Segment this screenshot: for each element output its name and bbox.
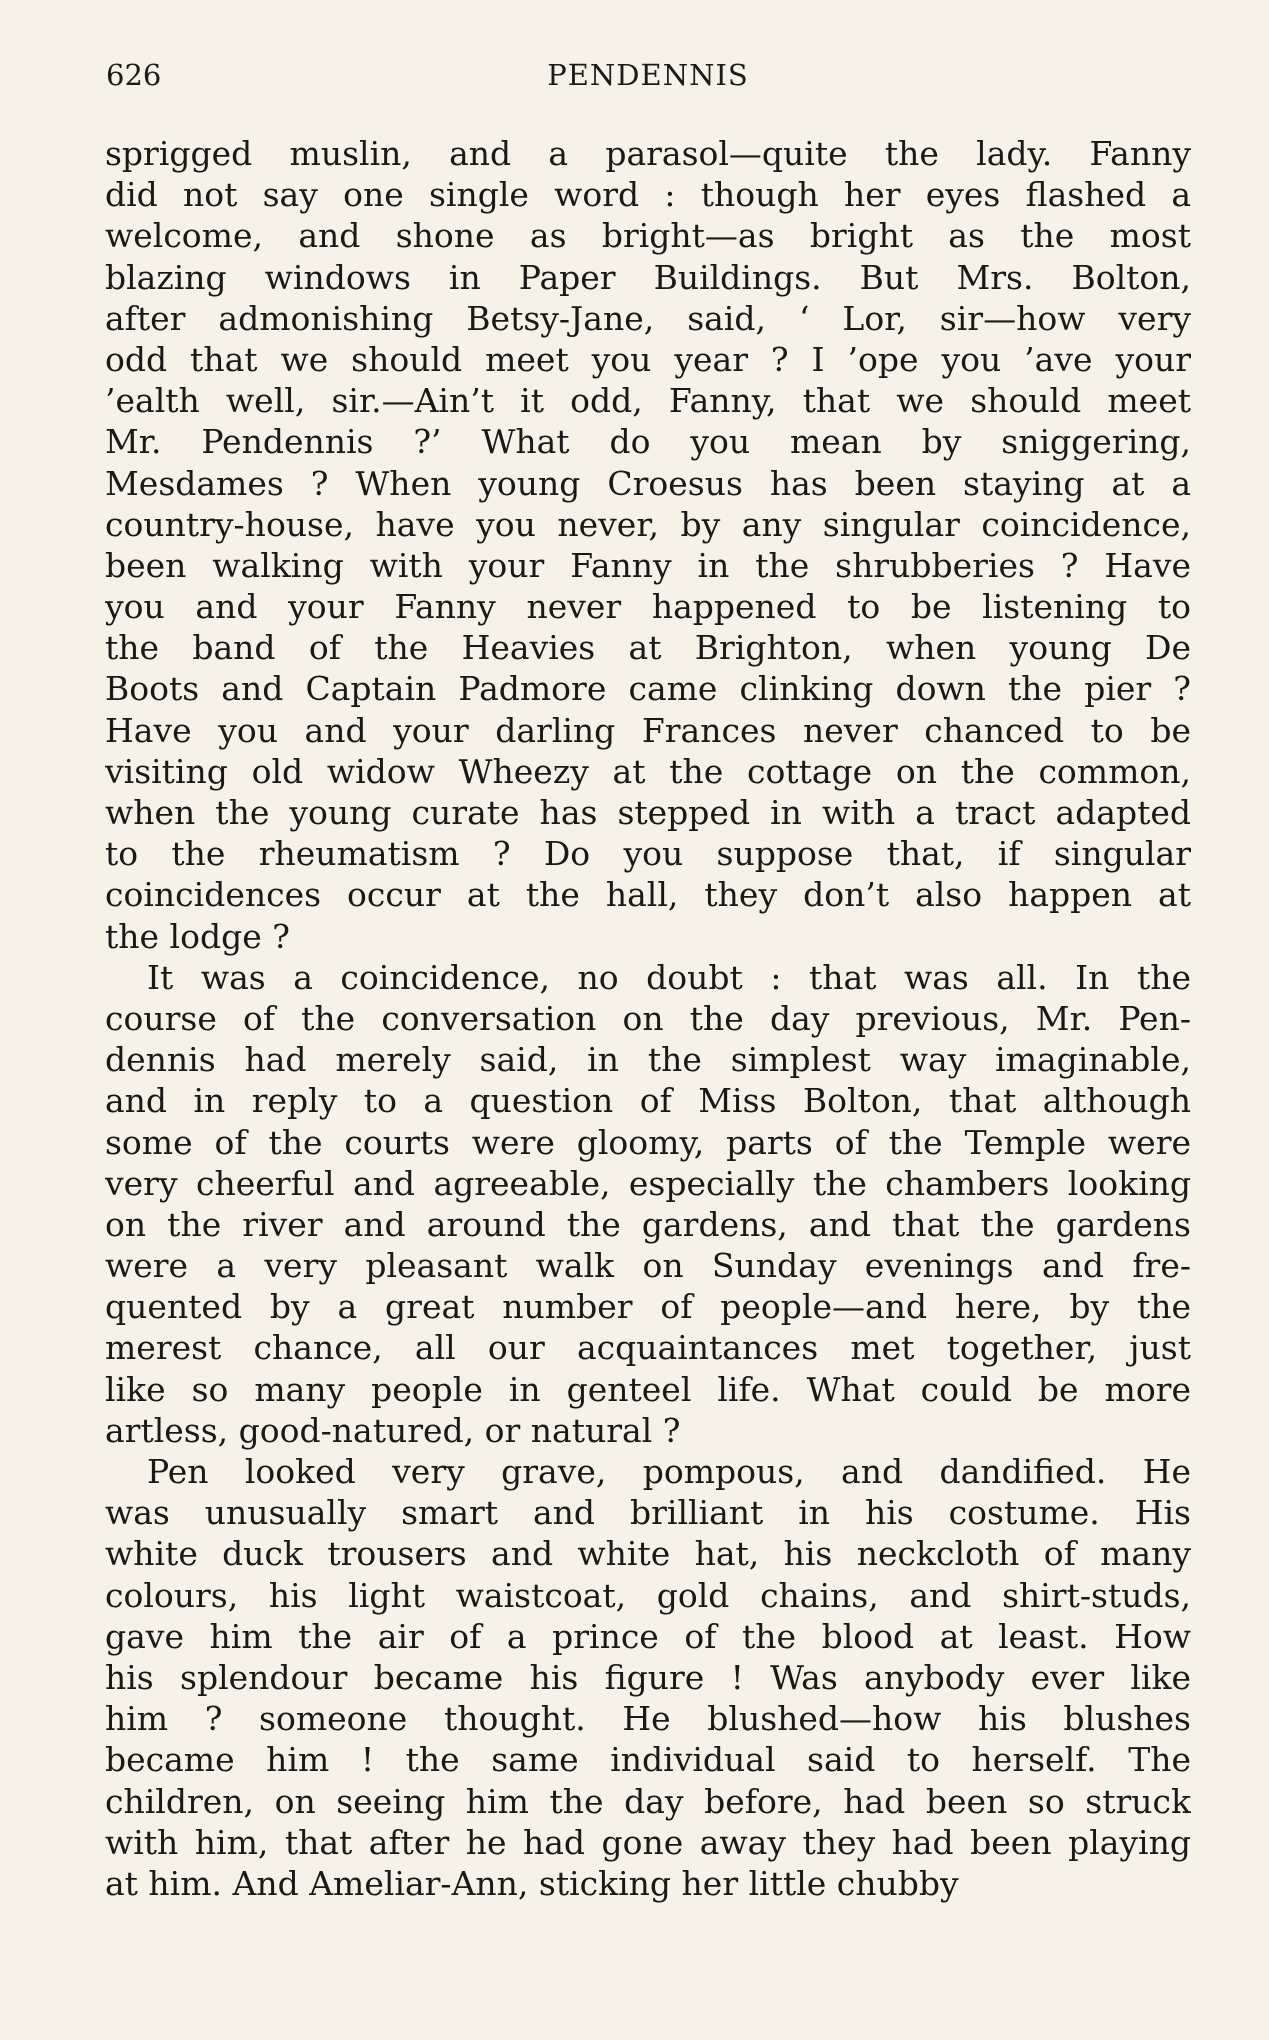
text-line: on the river and around the gardens, and that the gardens	[105, 1204, 1191, 1244]
text-line: colours, his light waistcoat, gold chains, and shirt-studs,	[105, 1575, 1191, 1615]
text-line: blazing windows in Paper Buildings. But Mrs. Bolton,	[105, 257, 1191, 297]
text-line: been walking with your Fanny in the shrubberies ? Have	[105, 545, 1191, 585]
text-line: children, on seeing him the day before, had been so struck	[105, 1781, 1191, 1821]
text-line: country-house, have you never, by any singular coincidence,	[105, 504, 1191, 544]
text-line: and in reply to a question of Miss Bolton, that although	[105, 1081, 1191, 1121]
running-title: PENDENNIS	[547, 58, 749, 92]
text-line: you and your Fanny never happened to be listening to	[105, 587, 1191, 627]
text-line: coincidences occur at the hall, they don’t also happen at	[105, 875, 1191, 915]
text-line: ’ealth well, sir.—Ain’t it odd, Fanny, that we should meet	[105, 381, 1191, 421]
text-line: visiting old widow Wheezy at the cottage on the common,	[105, 751, 1191, 791]
text-line: to the rheumatism ? Do you suppose that, if singular	[105, 834, 1191, 874]
page-number: 626	[106, 58, 162, 92]
text-line: Mr. Pendennis ?’ What do you mean by sniggering,	[105, 422, 1191, 462]
paragraph	[105, 133, 1191, 957]
text-line: with him, that after he had gone away they had been playing	[105, 1822, 1191, 1862]
text-line: him ? someone thought. He blushed—how his blushes	[105, 1699, 1191, 1739]
text-line: quented by a great number of people—and here, by the	[105, 1287, 1191, 1327]
paragraph	[105, 1451, 1191, 1904]
text-line: after admonishing Betsy-Jane, said, ‘ Lor, sir—how very	[105, 298, 1191, 338]
text-line: dennis had merely said, in the simplest way imaginable,	[105, 1040, 1191, 1080]
text-line: was unusually smart and brilliant in his costume. His	[105, 1493, 1191, 1533]
text-line: odd that we should meet you year ? I ’ope you ’ave your	[105, 339, 1191, 379]
text-line: sprigged muslin, and a parasol—quite the lady. Fanny	[105, 134, 1191, 173]
text-line: Have you and your darling Frances never chanced to be	[105, 710, 1191, 750]
text-line: at him. And Ameliar-Ann, sticking her little chubby	[105, 1863, 959, 1903]
text-line: very cheerful and agreeable, especially the chambers looking	[105, 1163, 1191, 1203]
text-line: were a very pleasant walk on Sunday evenings and fre-	[105, 1246, 1191, 1286]
text-line: did not say one single word : though her eyes flashed a	[105, 175, 1191, 215]
text-line: Boots and Captain Padmore came clinking down the pier ?	[105, 669, 1191, 709]
paragraph	[105, 957, 1191, 1451]
text-line: course of the conversation on the day previous, Mr. Pen-	[105, 998, 1191, 1038]
text-line: some of the courts were gloomy, parts of the Temple were	[105, 1122, 1191, 1162]
text-line: artless, good-natured, or natural ?	[105, 1410, 681, 1450]
text-line: the band of the Heavies at Brighton, when young De	[105, 628, 1191, 668]
text-line: It was a coincidence, no doubt : that was all. In the	[147, 957, 1191, 997]
text-line: his splendour became his figure ! Was anybody ever like	[105, 1657, 1191, 1697]
text-line: gave him the air of a prince of the blood at least. How	[105, 1616, 1191, 1656]
text-line: like so many people in genteel life. What could be more	[105, 1369, 1191, 1409]
text-line: welcome, and shone as bright—as bright as the most	[105, 216, 1191, 256]
text-line: white duck trousers and white hat, his neckcloth of many	[105, 1534, 1191, 1574]
text-line: merest chance, all our acquaintances met together, just	[105, 1328, 1191, 1368]
text-line: became him ! the same individual said to herself. The	[105, 1740, 1191, 1780]
text-line: Mesdames ? When young Croesus has been staying at a	[105, 463, 1191, 503]
text-line: the lodge ?	[105, 916, 290, 956]
text-line: when the young curate has stepped in with a tract adapted	[105, 793, 1191, 832]
page-header	[106, 58, 1190, 98]
text-line: Pen looked very grave, pompous, and dandified. He	[147, 1452, 1191, 1491]
body-text	[105, 133, 1191, 1904]
